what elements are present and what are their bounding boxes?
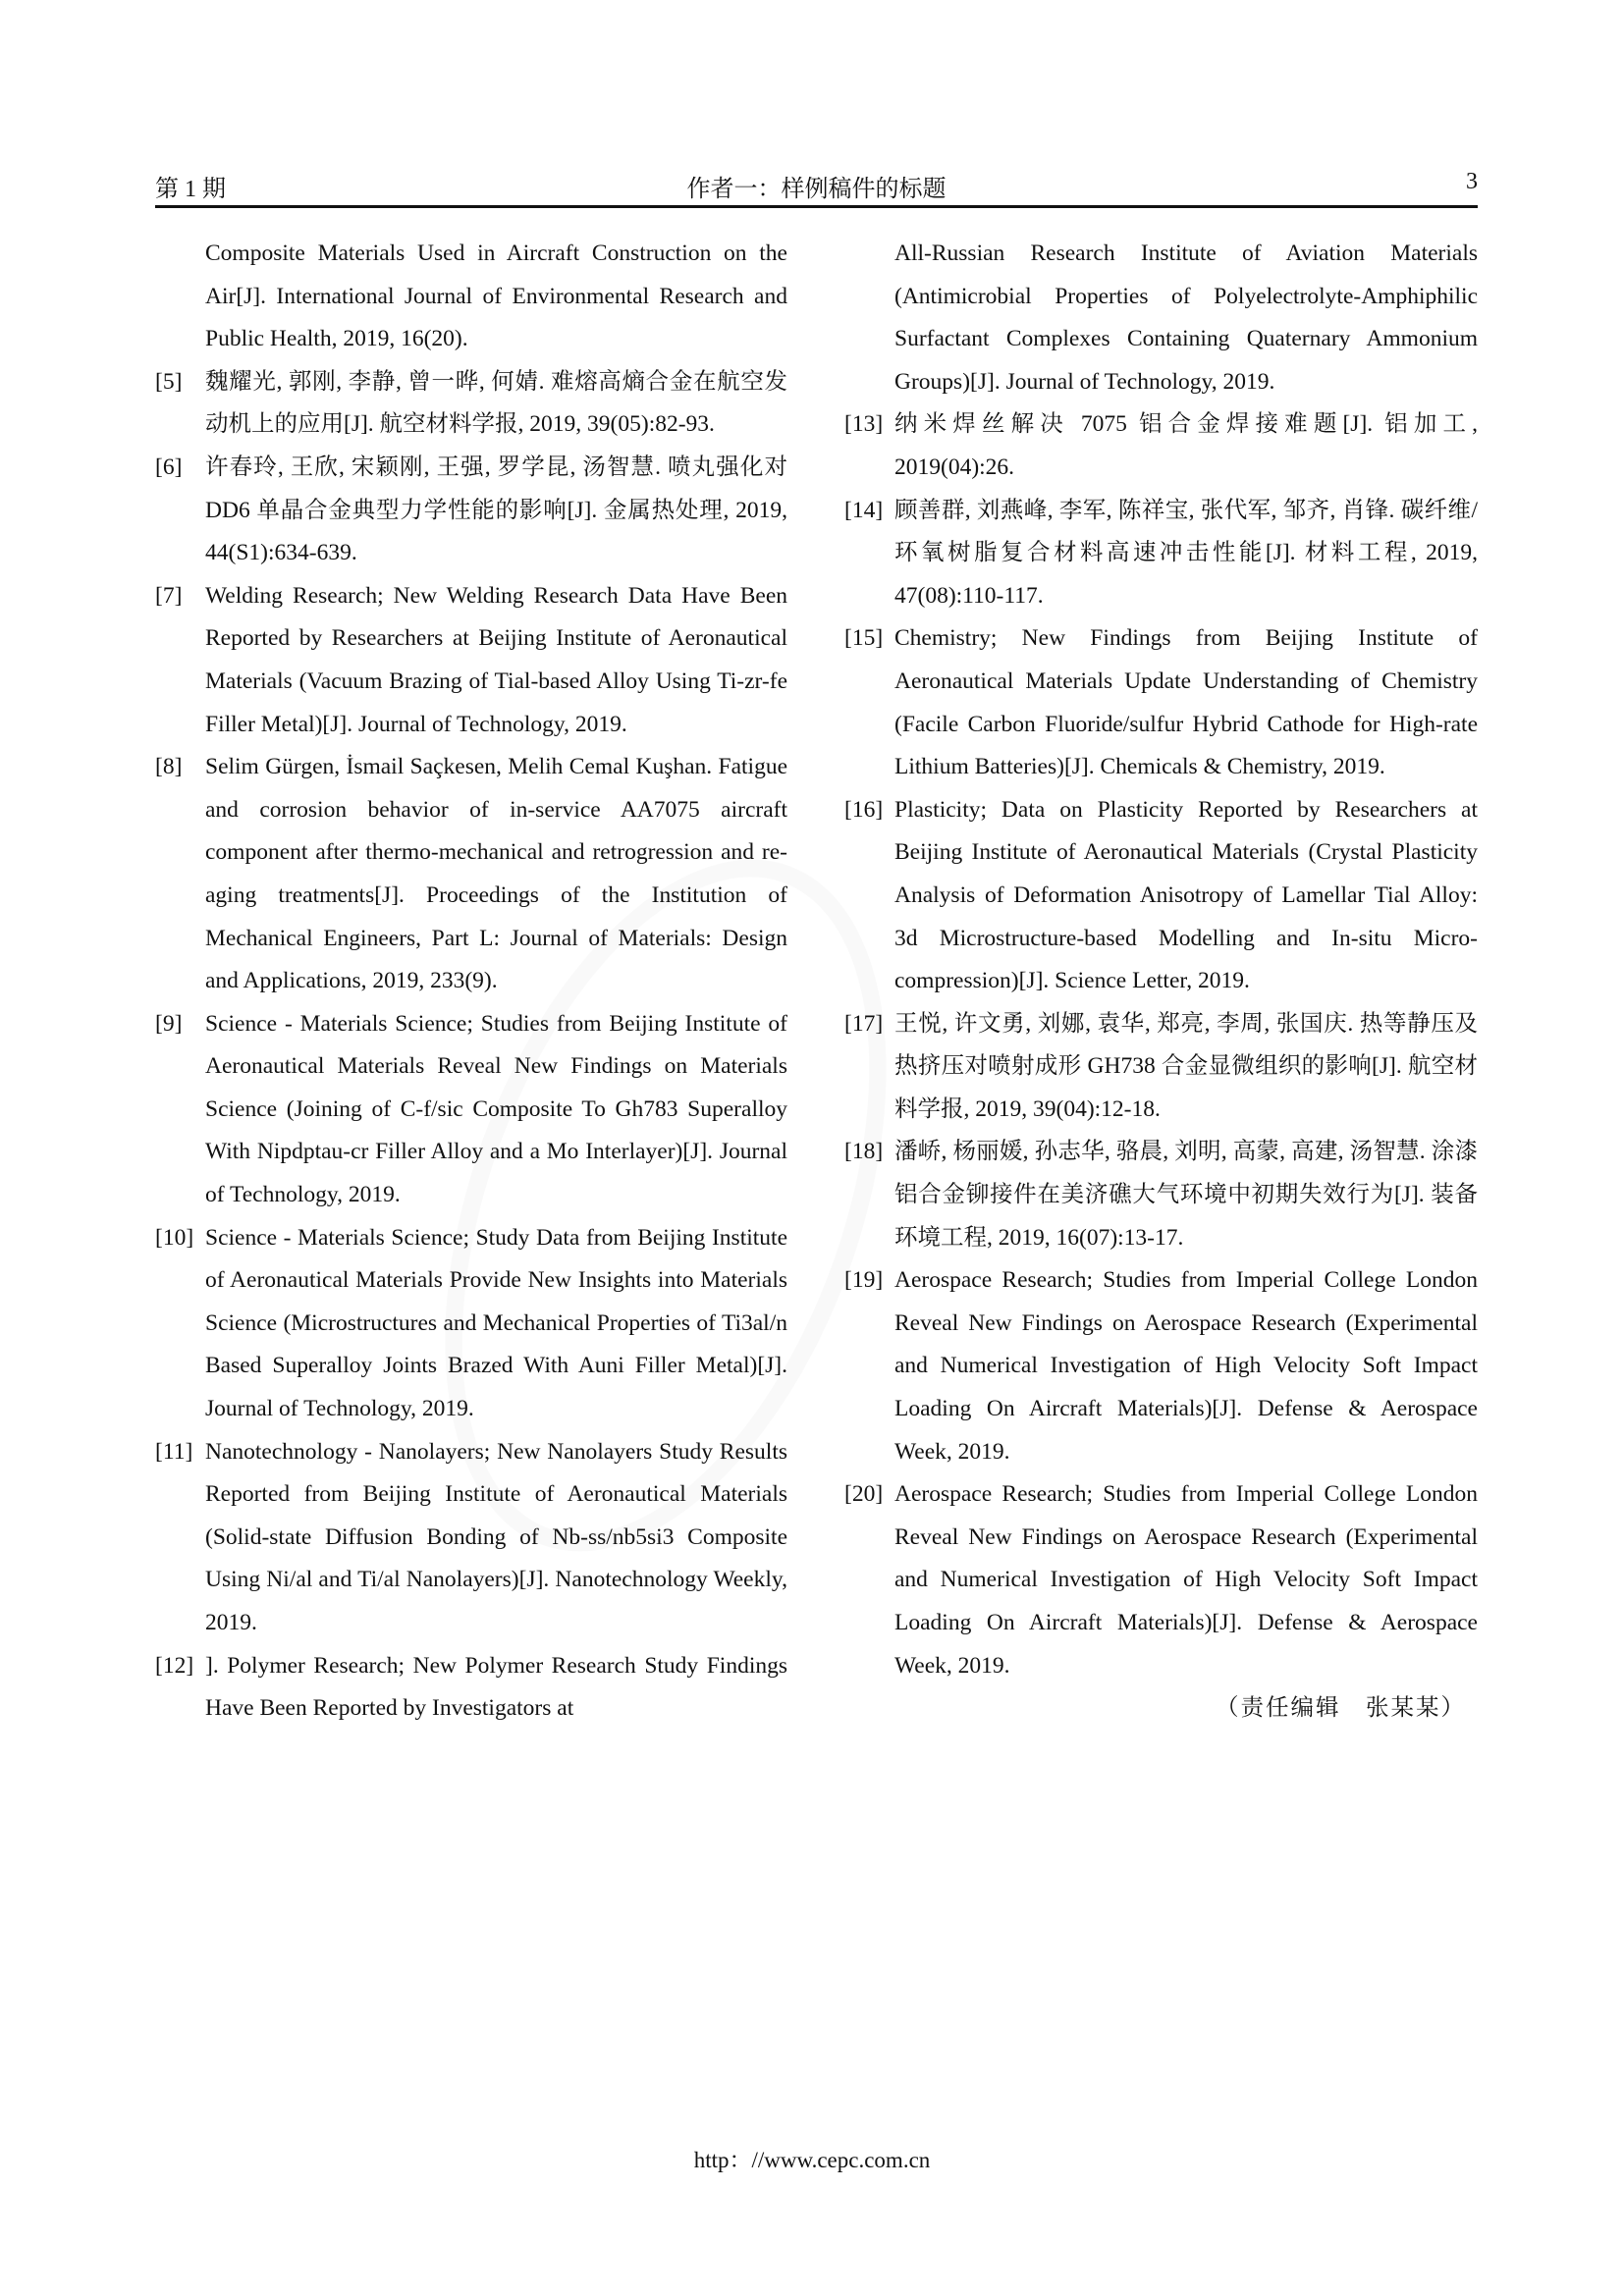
footer-url: http：//www.cepc.com.cn: [693, 2148, 931, 2172]
reference-number: [16]: [844, 796, 884, 823]
header-title: 作者一：样例稿件的标题: [686, 177, 947, 202]
reference-item: [844, 403, 1478, 489]
reference-text: Plasticity; Data on Plasticity Reported by Researchers at Beijing Institute of Aeronautical Materials (Crystal Plasticity Analysis of Deformation Anisotropy of Lamellar Tial Alloy: 3d Microstructure-based Modelling and In-situ Micro-compression)[J]. Science Letter, 2019.: [894, 796, 1478, 994]
reference-item: [844, 617, 1478, 788]
reference-number: [18]: [844, 1139, 884, 1165]
reference-number: [19]: [844, 1267, 884, 1294]
reference-text: 纳米焊丝解决 7075 铝合金焊接难题[J]. 铝加工, 2019(04):26.: [894, 411, 1478, 480]
reference-text: Aerospace Research; Studies from Imperial College London Reveal New Findings on Aerospace Research (Experimental and Numerical Investigation of High Velocity Soft Impact Loading On Aircraft Materials)[J]. Defense & Aerospace Week, 2019.: [894, 1481, 1478, 1679]
reference-continuation: All-Russian Research Institute of Aviation Materials (Antimicrobial Properties of Polyelectrolyte-Amphiphilic Surfactant Complexes Containing Quaternary Ammonium Groups)[J]. Journal of Technology, 2019.: [894, 240, 1478, 395]
reference-item: [844, 789, 1478, 1003]
reference-item: [155, 1431, 787, 1645]
reference-text: 魏耀光, 郭刚, 李静, 曾一晔, 何婧. 难熔高熵合金在航空发动机上的应用[J]. 航空材料学报, 2019, 39(05):82-93.: [205, 368, 787, 438]
reference-number: [13]: [844, 411, 884, 438]
reference-text: Selim Gürgen, İsmail Saçkesen, Melih Cemal Kuşhan. Fatigue and corrosion behavior of in-service AA7075 aircraft component after thermo-mechanical and retrogression and re-aging treatments[J]. Proceedings of the Institution of Mechanical Engineers, Part L: Journal of Materials: Design and Applications, 2019, 233(9).: [205, 754, 787, 994]
reference-item: [155, 575, 787, 746]
reference-number: [17]: [844, 1010, 884, 1037]
reference-item: [844, 490, 1478, 618]
reference-item: [155, 746, 787, 1003]
left-column: [155, 233, 787, 1731]
reference-number: [6]: [155, 454, 183, 480]
reference-text: Science - Materials Science; Study Data from Beijing Institute of Aeronautical Materials Provide New Insights into Materials Science (Microstructures and Mechanical Properties of Ti3al/n Based Superalloy Joints Brazed With Auni Filler Metal)[J]. Journal of Technology, 2019.: [205, 1224, 787, 1422]
header-rule: [155, 205, 1478, 208]
header-issue: 第 1 期: [155, 177, 226, 202]
reference-text: 许春玲, 王欣, 宋颖刚, 王强, 罗学昆, 汤智慧. 喷丸强化对 DD6 单晶合金典型力学性能的影响[J]. 金属热处理, 2019, 44(S1):634-639.: [205, 454, 787, 566]
editor-note: （责任编辑 张某某）: [1216, 1695, 1466, 1722]
reference-text: Science - Materials Science; Studies from Beijing Institute of Aeronautical Materials Reveal New Findings on Materials Science (Joining of C-f/sic Composite To Gh783 Superalloy With Nipdptau-cr Filler Alloy and a Mo Interlayer)[J]. Journal of Technology, 2019.: [205, 1010, 787, 1208]
reference-text: Welding Research; New Welding Research Data Have Been Reported by Researchers at Beijing Institute of Aeronautical Materials (Vacuum Brazing of Tial-based Alloy Using Ti-zr-fe Filler Metal)[J]. Journal of Technology, 2019.: [205, 582, 787, 737]
reference-continuation: Composite Materials Used in Aircraft Construction on the Air[J]. International Journal of Environmental Research and Public Health, 2019, 16(20).: [205, 240, 787, 352]
reference-item: [155, 447, 787, 575]
reference-item: [844, 1259, 1478, 1473]
reference-text: Aerospace Research; Studies from Imperial College London Reveal New Findings on Aerospace Research (Experimental and Numerical Investigation of High Velocity Soft Impact Loading On Aircraft Materials)[J]. Defense & Aerospace Week, 2019.: [894, 1267, 1478, 1465]
reference-item: [155, 1645, 787, 1731]
reference-number: [15]: [844, 625, 884, 652]
reference-text: Chemistry; New Findings from Beijing Institute of Aeronautical Materials Update Understanding of Chemistry (Facile Carbon Fluoride/sulfur Hybrid Cathode for High-rate Lithium Batteries)[J]. Chemicals & Chemistry, 2019.: [894, 625, 1478, 780]
header-page-number: 3: [1466, 169, 1478, 194]
reference-text: ]. Polymer Research; New Polymer Research Study Findings Have Been Reported by Investigators at: [205, 1652, 787, 1722]
running-header: [155, 169, 1478, 204]
reference-text: 顾善群, 刘燕峰, 李军, 陈祥宝, 张代军, 邹齐, 肖锋. 碳纤维/环氧树脂复合材料高速冲击性能[J]. 材料工程, 2019, 47(08):110-117.: [894, 497, 1478, 609]
reference-number: [14]: [844, 497, 884, 523]
reference-number: [11]: [155, 1438, 193, 1465]
reference-item: [844, 1131, 1478, 1259]
reference-text: Nanotechnology - Nanolayers; New Nanolayers Study Results Reported from Beijing Institute of Aeronautical Materials (Solid-state Diffusion Bonding of Nb-ss/nb5si3 Composite Using Ni/al and Ti/al Nanolayers)[J]. Nanotechnology Weekly, 2019.: [205, 1438, 787, 1635]
reference-number: [8]: [155, 754, 183, 780]
right-column: [844, 233, 1478, 1731]
reference-item: [844, 1003, 1478, 1132]
reference-item: [155, 1003, 787, 1217]
reference-number: [9]: [155, 1010, 183, 1037]
reference-text: 王悦, 许文勇, 刘娜, 袁华, 郑亮, 李周, 张国庆. 热等静压及热挤压对喷射成形 GH738 合金显微组织的影响[J]. 航空材料学报, 2019, 39(04):12-18.: [894, 1010, 1478, 1122]
reference-text: 潘峤, 杨丽媛, 孙志华, 骆晨, 刘明, 高蒙, 高建, 汤智慧. 涂漆铝合金铆接件在美济礁大气环境中初期失效行为[J]. 装备环境工程, 2019, 16(07):13-17.: [894, 1139, 1478, 1251]
reference-item: [155, 1217, 787, 1431]
reference-item: [155, 361, 787, 447]
reference-number: [5]: [155, 368, 183, 395]
reference-number: [20]: [844, 1481, 884, 1508]
reference-number: [7]: [155, 582, 183, 609]
reference-number: [12]: [155, 1652, 194, 1679]
reference-number: [10]: [155, 1224, 194, 1251]
reference-item: [844, 1473, 1478, 1687]
